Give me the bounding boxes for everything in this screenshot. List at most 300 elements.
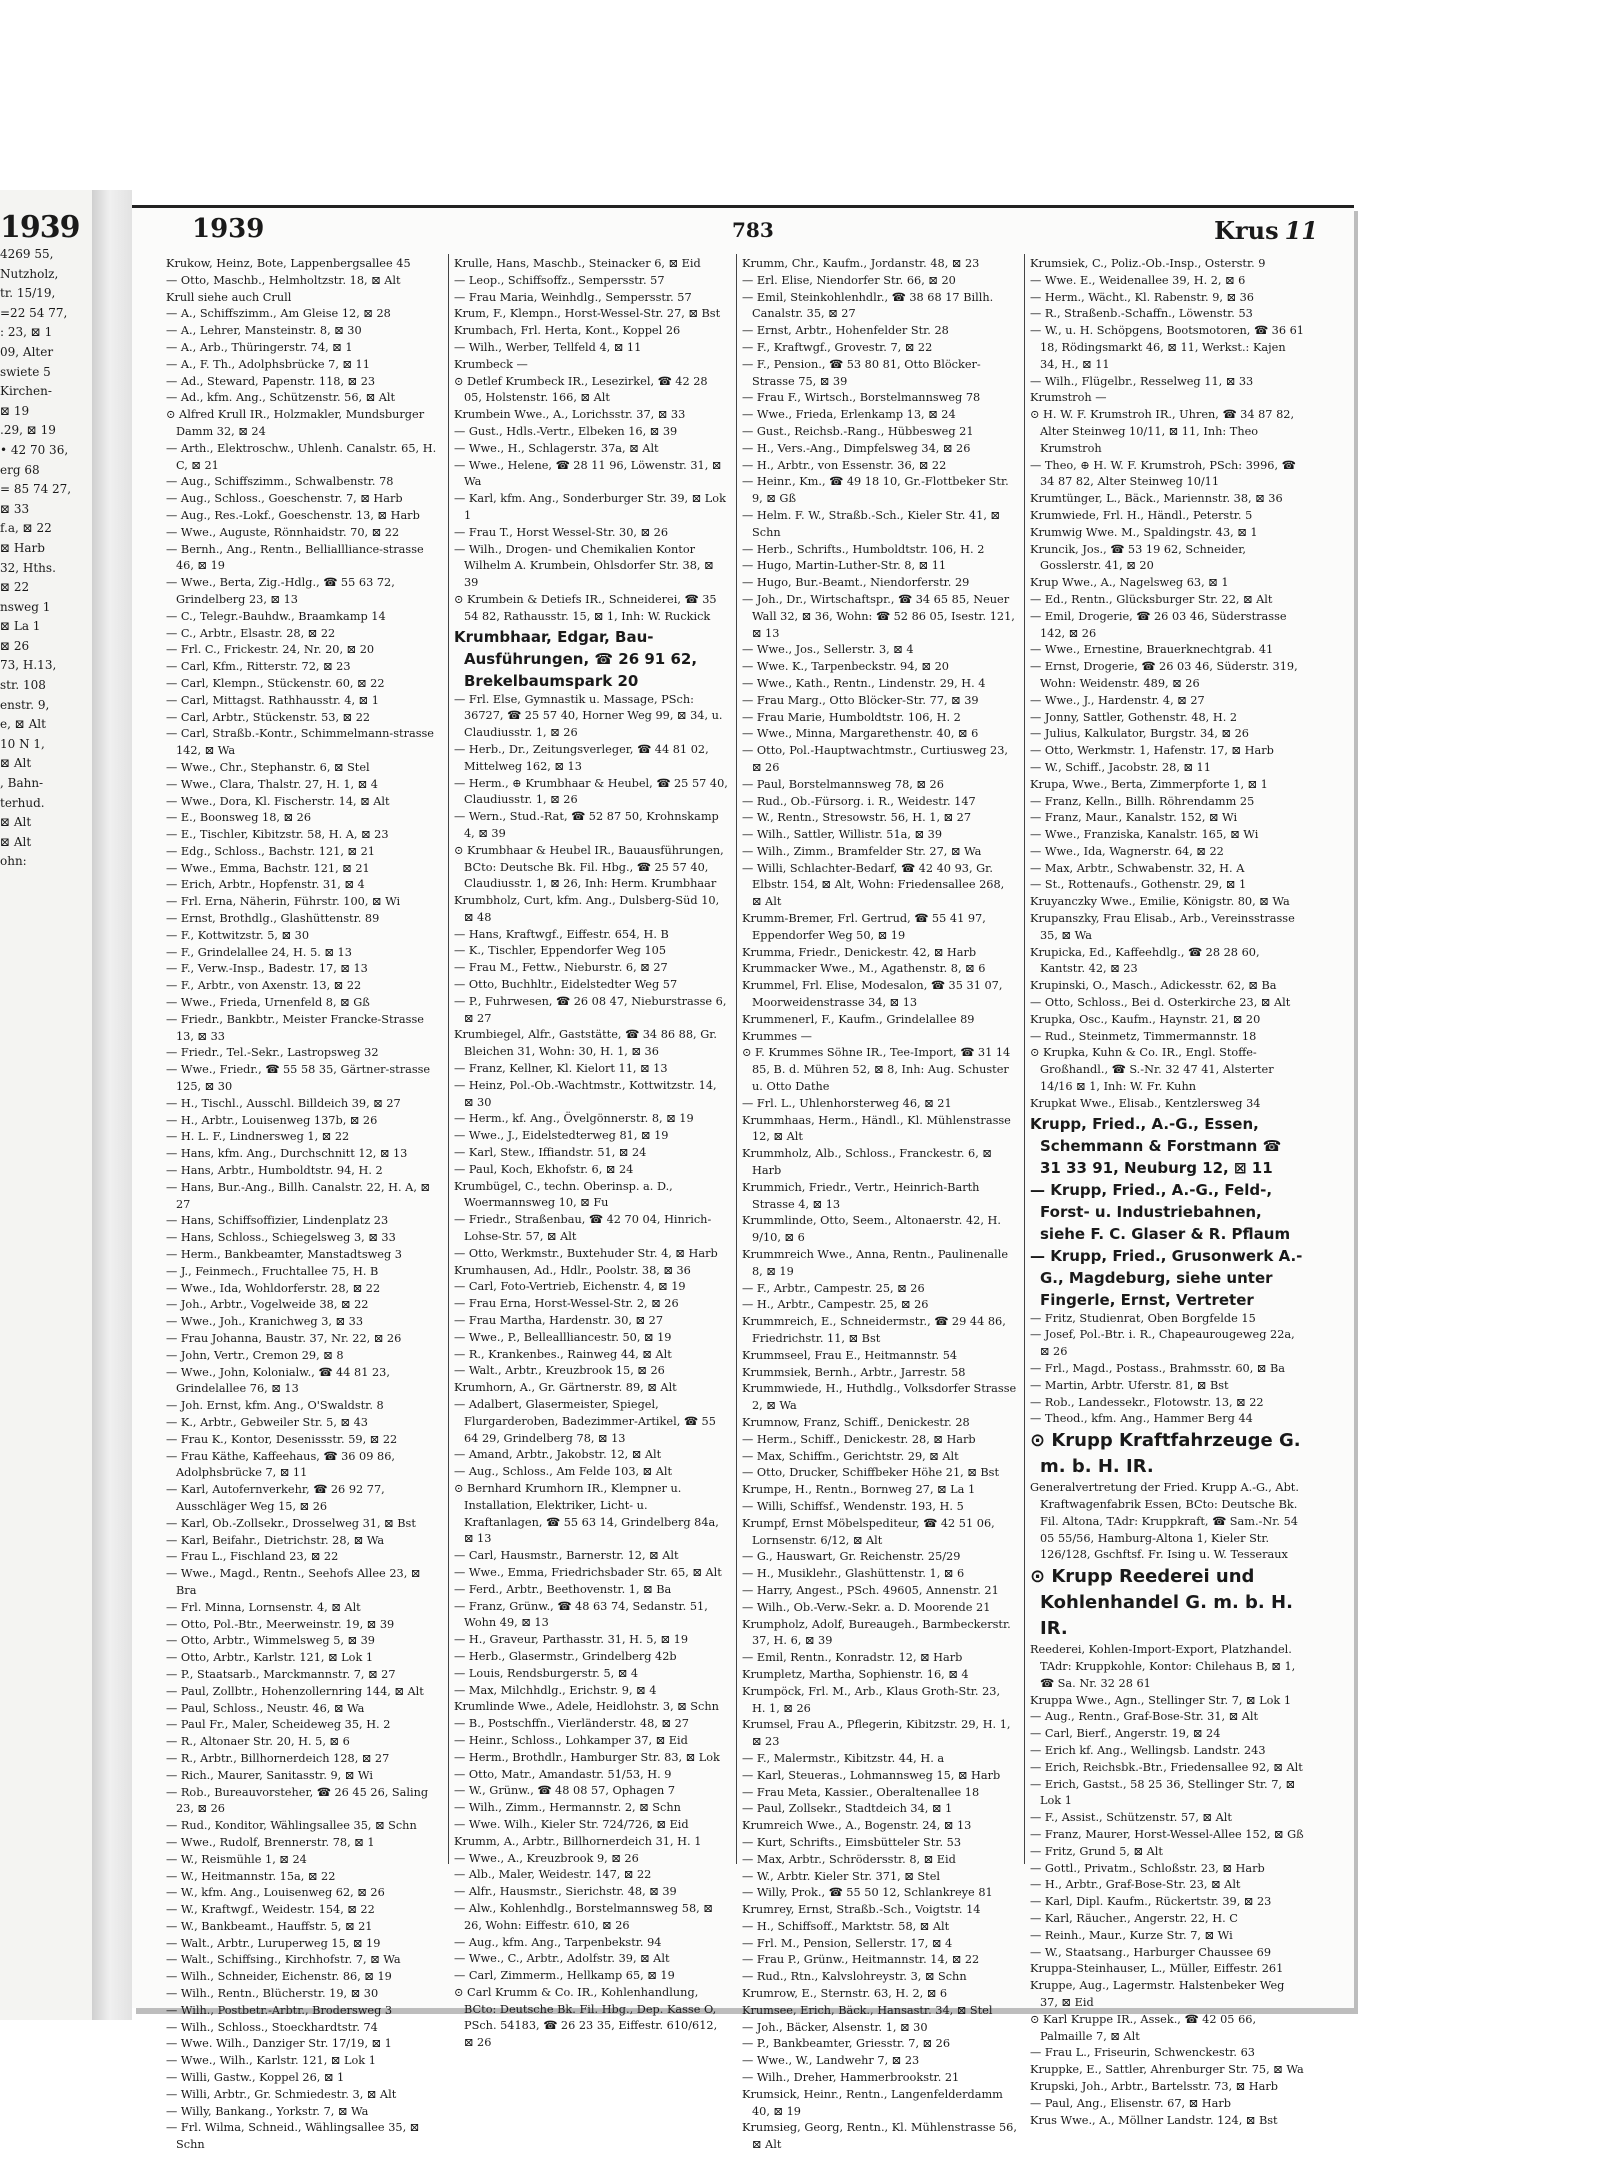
- directory-entry: — Gottl., Privatm., Schloßstr. 23, ⊠ Harb: [1030, 1861, 1265, 1875]
- directory-entry: — Wwe. Wilh., Danziger Str. 17/19, ⊠ 1: [166, 2037, 392, 2051]
- directory-entry: — F., Malermstr., Kibitzstr. 44, H. a: [742, 1751, 945, 1765]
- directory-entry: — Frl. M., Pension, Sellerstr. 17, ⊠ 4: [742, 1936, 953, 1950]
- fragment-line: .29, ⊠ 19: [0, 423, 56, 438]
- directory-entry: — Otto, Maschb., Helmholtzstr. 18, ⊠ Alt: [166, 273, 401, 287]
- fragment-line: swiete 5: [0, 364, 51, 379]
- fragment-line: str. 108: [0, 678, 46, 693]
- directory-entry: — Friedr., Straßenbau, ☎ 42 70 04, Hinrich-Lohse-Str. 57, ⊠ Alt: [454, 1213, 712, 1244]
- directory-entry: — Hans, Bur.-Ang., Billh. Canalstr. 22, H. A, ⊠ 27: [166, 1180, 430, 1211]
- directory-entry: — H., Arbtr., Louisenweg 137b, ⊠ 26: [166, 1113, 378, 1127]
- directory-entry: — Wwe., Frieda, Urnenfeld 8, ⊠ Gß: [166, 996, 370, 1010]
- directory-entry: — Max, Schiffm., Gerichtstr. 29, ⊠ Alt: [742, 1449, 959, 1463]
- directory-entry: — Paul, Zollbtr., Hohenzollernring 144, ⊠ Alt: [166, 1684, 424, 1698]
- directory-entry: ⊙ F. Krummes Söhne IR., Tee-Import, ☎ 31 14 85, B. d. Mühren 52, ⊠ 8, Inh: Aug. Schuster u. Otto Dathe: [742, 1046, 1011, 1094]
- directory-entry: — Walt., Schiffsing., Kirchhofstr. 7, ⊠ Wa: [166, 1953, 401, 1967]
- directory-entry: — Carl, Kfm., Ritterstr. 72, ⊠ 23: [166, 660, 351, 674]
- directory-entry: — Otto, Arbtr., Karlstr. 121, ⊠ Lok 1: [166, 1651, 374, 1665]
- directory-entry: Krupanszky, Frau Elisab., Arb., Vereinsstrasse 35, ⊠ Wa: [1030, 912, 1295, 942]
- directory-entry: — H., Vers.-Ang., Dimpfelsweg 34, ⊠ 26: [742, 441, 971, 455]
- directory-entry: — Wwe., Friedr., ☎ 55 58 35, Gärtner-strasse 125, ⊠ 30: [166, 1063, 431, 1094]
- directory-entry: Krummich, Friedr., Vertr., Heinrich-Barth Strasse 4, ⊠ 13: [742, 1180, 980, 1211]
- fragment-line: =22 54 77,: [0, 305, 68, 320]
- directory-entry: Krumlinde Wwe., Adele, Heidlohstr. 3, ⊠ Schn: [454, 1700, 719, 1714]
- directory-entry: Krupa, Wwe., Berta, Zimmerpforte 1, ⊠ 1: [1030, 777, 1268, 791]
- fragment-line: ⊠ Harb: [0, 540, 45, 555]
- directory-entry: — H., Schiffsoff., Marktstr. 58, ⊠ Alt: [742, 1919, 950, 1933]
- directory-entry: ⊙ Krumbhaar & Heubel IR., Bauausführungen, BCto: Deutsche Bk. Fil. Hbg., ☎ 25 57 40, Claudiusstr. 1, ⊠ 26, Inh: Herm. Krumbhaar: [454, 843, 724, 891]
- directory-entry: ⊙ Alfred Krull IR., Holzmakler, Mundsburger Damm 32, ⊠ 24: [166, 408, 425, 438]
- directory-entry: — Wwe. K., Tarpenbeckstr. 94, ⊠ 20: [742, 660, 949, 674]
- directory-entry: — Alw., Kohlenhdlg., Borstelmannsweg 58, ⊠ 26, Wohn: Eiffestr. 610, ⊠ 26: [454, 1901, 713, 1932]
- directory-entry: — Frau F., Wirtsch., Borstelmannsweg 78: [742, 391, 981, 405]
- directory-entry: — Wwe., Kath., Rentn., Lindenstr. 29, H. 4: [742, 676, 986, 690]
- directory-entry: — Wilh., Postbetr.-Arbtr., Brodersweg 3: [166, 2003, 393, 2017]
- directory-entry: — A., Schiffszimm., Am Gleise 12, ⊠ 28: [166, 307, 391, 321]
- directory-entry: — F., Verw.-Insp., Badestr. 17, ⊠ 13: [166, 962, 368, 976]
- directory-entry: Krumhausen, Ad., Hdlr., Poolstr. 38, ⊠ 36: [454, 1263, 691, 1277]
- fragment-line: ⊠ 22: [0, 580, 30, 595]
- fragment-line: e, ⊠ Alt: [0, 717, 46, 732]
- directory-entry: — J., Feinmech., Fruchtallee 75, H. B: [166, 1264, 379, 1278]
- directory-entry: — Max, Milchhdlg., Erichstr. 9, ⊠ 4: [454, 1683, 657, 1697]
- fragment-line: 4269 55,: [0, 247, 54, 261]
- directory-entry: — Paul, Borstelmannsweg 78, ⊠ 26: [742, 777, 944, 791]
- directory-entry: — Heinr., Km., ☎ 49 18 10, Gr.-Flottbeker Str. 9, ⊠ Gß: [742, 475, 1009, 506]
- directory-entry: — H., Arbtr., Campestr. 25, ⊠ 26: [742, 1298, 929, 1312]
- directory-entry: Krupka, Osc., Kaufm., Haynstr. 21, ⊠ 20: [1030, 1012, 1261, 1026]
- directory-entry: — Otto, Werkmstr., Buxtehuder Str. 4, ⊠ Harb: [454, 1246, 718, 1260]
- directory-entry: — Wilh., Schneider, Eichenstr. 86, ⊠ 19: [166, 1970, 392, 1984]
- directory-entry: — Rob., Landessekr., Flotowstr. 13, ⊠ 22: [1030, 1395, 1264, 1409]
- directory-entry: Krup Wwe., A., Nagelsweg 63, ⊠ 1: [1030, 576, 1229, 590]
- directory-entry: — Otto, Schloss., Bei d. Osterkirche 23, ⊠ Alt: [1030, 996, 1291, 1010]
- directory-entry: — Hans, kfm. Ang., Durchschnitt 12, ⊠ 13: [166, 1147, 408, 1161]
- directory-entry: — A., Arb., Thüringerstr. 74, ⊠ 1: [166, 340, 353, 354]
- directory-entry: — Edg., Schloss., Bachstr. 121, ⊠ 21: [166, 844, 375, 858]
- directory-entry: — W., Heitmannstr. 15a, ⊠ 22: [166, 1869, 336, 1883]
- directory-entry: — Karl, Stew., Iffiandstr. 51, ⊠ 24: [454, 1146, 647, 1160]
- directory-entry: — Aug., Schloss., Goeschenstr. 7, ⊠ Harb: [166, 492, 403, 506]
- directory-entry: — F., Arbtr., von Axenstr. 13, ⊠ 22: [166, 979, 362, 993]
- previous-page-fragment: [0, 190, 94, 2020]
- directory-entry: — Willi, Schlachter-Bedarf, ☎ 42 40 93, Gr. Elbstr. 154, ⊠ Alt, Wohn: Friedensallee 268, ⊠ Alt: [742, 861, 1005, 909]
- fragment-line: 73, H.13,: [0, 658, 57, 673]
- directory-entry: — Wwe., Joh., Kranichweg 3, ⊠ 33: [166, 1315, 364, 1329]
- directory-entry: — Max, Arbtr., Schwabenstr. 32, H. A: [1030, 861, 1245, 875]
- directory-entry: — Wwe., Auguste, Rönnhaidstr. 70, ⊠ 22: [166, 525, 400, 539]
- directory-entry: — Wwe., Emma, Friedrichsbader Str. 65, ⊠ Alt: [454, 1565, 722, 1579]
- directory-entry: — E., Boonsweg 18, ⊠ 26: [166, 811, 312, 825]
- directory-entry: — W., Schiff., Jacobstr. 28, ⊠ 11: [1030, 760, 1211, 774]
- directory-entry: — Herm., Wächt., Kl. Rabenstr. 9, ⊠ 36: [1030, 290, 1254, 304]
- directory-entry: — Martin, Arbtr. Uferstr. 81, ⊠ Bst: [1030, 1378, 1229, 1392]
- directory-entry: Krumpe, H., Rentn., Bornweg 27, ⊠ La 1: [742, 1483, 976, 1497]
- directory-entry: — R., Krankenbes., Rainweg 44, ⊠ Alt: [454, 1347, 672, 1361]
- directory-entry: — Wilh., Dreher, Hammerbrookstr. 21: [742, 2071, 960, 2085]
- directory-entry: Krumbiegel, Alfr., Gaststätte, ☎ 34 86 88, Gr. Bleichen 31, Wohn: 30, H. 1, ⊠ 36: [454, 1028, 717, 1059]
- directory-entry: — Wwe., Clara, Thalstr. 27, H. 1, ⊠ 4: [166, 777, 378, 791]
- fragment-line: nsweg 1: [0, 599, 51, 614]
- column-1: [166, 256, 441, 2154]
- directory-entry: Krumma, Friedr., Denickestr. 42, ⊠ Harb: [742, 945, 977, 959]
- directory-entry: Krummes —: [742, 1029, 812, 1043]
- directory-entry: Krumsiek, C., Poliz.-Ob.-Insp., Osterstr. 9: [1030, 257, 1266, 270]
- directory-entry: Krumsick, Heinr., Rentn., Langenfelderdamm 40, ⊠ 19: [742, 2087, 1003, 2118]
- fragment-line: ohn:: [0, 854, 27, 869]
- directory-entry: — Franz, Maur., Kanalstr. 152, ⊠ Wi: [1030, 811, 1238, 825]
- directory-entry: Krupinski, O., Masch., Adickesstr. 62, ⊠ Ba: [1030, 979, 1277, 993]
- column-2: [454, 256, 729, 2052]
- directory-entry: — Herb., Glasermstr., Grindelberg 42b: [454, 1649, 677, 1663]
- directory-entry: — Frl. L., Uhlenhorsterweg 46, ⊠ 21: [742, 1096, 952, 1110]
- book-gutter: [92, 190, 132, 2020]
- directory-entry: — Ferd., Arbtr., Beethovenstr. 1, ⊠ Ba: [454, 1582, 672, 1596]
- directory-entry: ⊙ Krupp Kraftfahrzeuge G. m. b. H. IR.: [1030, 1430, 1301, 1478]
- directory-entry: — Adalbert, Glasermeister, Spiegel, Flurgarderoben, Badezimmer-Artikel, ☎ 55 64 29, Grindelberg 78, ⊠ 13: [454, 1398, 716, 1445]
- directory-entry: — Carl, Hausmstr., Barnerstr. 12, ⊠ Alt: [454, 1549, 679, 1563]
- directory-entry: — Aug., Schloss., Am Felde 103, ⊠ Alt: [454, 1465, 673, 1479]
- directory-entry: — W., Bankbeamt., Hauffstr. 5, ⊠ 21: [166, 1919, 373, 1933]
- fragment-line: ⊠ La 1: [0, 619, 41, 634]
- directory-entry: ⊙ Krupka, Kuhn & Co. IR., Engl. Stoffe-Großhandl., ☎ S.-Nr. 32 47 41, Alsterter 14/16 ⊠ 1, Inh: W. Fr. Kuhn: [1030, 1046, 1274, 1094]
- directory-entry: — Emil, Drogerie, ☎ 26 03 46, Süderstrasse 142, ⊠ 26: [1030, 609, 1287, 640]
- directory-entry: — Helm. F. W., Straßb.-Sch., Kieler Str. 41, ⊠ Schn: [742, 508, 1000, 539]
- directory-entry: Krumhorn, A., Gr. Gärtnerstr. 89, ⊠ Alt: [454, 1381, 677, 1395]
- directory-entry: — Herm., Brothdlr., Hamburger Str. 83, ⊠ Lok: [454, 1750, 720, 1764]
- directory-entry: Krummel, Frl. Elise, Modesalon, ☎ 35 31 07, Moorweidenstrasse 34, ⊠ 13: [742, 979, 1003, 1010]
- directory-entry: — G., Hauswart, Gr. Reichenstr. 25/29: [742, 1550, 961, 1564]
- directory-entry: — Wwe., Rudolf, Brennerstr. 78, ⊠ 1: [166, 1835, 375, 1849]
- directory-entry: — Frl. Minna, Lornsenstr. 4, ⊠ Alt: [166, 1600, 361, 1614]
- directory-entry: — Erich kf. Ang., Wellingsb. Landstr. 243: [1030, 1743, 1266, 1757]
- directory-entry: Krumm, A., Arbtr., Billhornerdeich 31, H. 1: [454, 1834, 702, 1848]
- directory-entry: — Otto, Pol.-Btr., Meerweinstr. 19, ⊠ 39: [166, 1617, 395, 1631]
- directory-entry: — H., Musiklehr., Glashüttenstr. 1, ⊠ 6: [742, 1567, 965, 1581]
- directory-entry: — Friedr., Bankbtr., Meister Francke-Strasse 13, ⊠ 33: [166, 1012, 424, 1043]
- directory-entry: — Alb., Maler, Weidestr. 147, ⊠ 22: [454, 1868, 652, 1882]
- directory-entry: — Karl, Autofernverkehr, ☎ 26 92 77, Ausschläger Weg 15, ⊠ 26: [166, 1483, 385, 1513]
- directory-entry: Kruppke, E., Sattler, Ahrenburger Str. 75, ⊠ Wa: [1030, 2063, 1304, 2077]
- page-header: [132, 208, 1354, 246]
- directory-entry: — Wwe. E., Weidenallee 39, H. 2, ⊠ 6: [1030, 273, 1246, 287]
- directory-entry: — Wilh., Sattler, Willistr. 51a, ⊠ 39: [742, 828, 943, 842]
- directory-entry: — Wwe., Minna, Margarethenstr. 40, ⊠ 6: [742, 727, 979, 741]
- directory-entry: — Rich., Maurer, Sanitasstr. 9, ⊠ Wi: [166, 1768, 373, 1782]
- directory-entry: — P., Staatsarb., Marckmannstr. 7, ⊠ 27: [166, 1667, 396, 1681]
- directory-entry: — Willi, Gastw., Koppel 26, ⊠ 1: [166, 2071, 345, 2085]
- directory-entry: — Wwe., John, Kolonialw., ☎ 44 81 23, Grindelallee 76, ⊠ 13: [166, 1365, 390, 1396]
- directory-entry: — Frau K., Kontor, Desenissstr. 59, ⊠ 22: [166, 1432, 398, 1446]
- directory-entry: Krum, F., Klempn., Horst-Wessel-Str. 27, ⊠ Bst: [454, 307, 721, 321]
- directory-entry: — Wwe., Jos., Sellerstr. 3, ⊠ 4: [742, 643, 914, 657]
- directory-entry: Krummhaas, Herm., Händl., Kl. Mühlenstrasse 12, ⊠ Alt: [742, 1113, 1011, 1144]
- directory-entry: — Wilh., Ob.-Verw.-Sekr. a. D. Moorende 21: [742, 1600, 991, 1614]
- column-rule: [448, 254, 449, 1864]
- directory-entry: — Wwe., J., Hardenstr. 4, ⊠ 27: [1030, 693, 1205, 707]
- directory-entry: — Wwe., Frieda, Erlenkamp 13, ⊠ 24: [742, 408, 956, 422]
- fragment-line: enstr. 9,: [0, 697, 50, 712]
- directory-entry: — F., Kraftwgf., Grovestr. 7, ⊠ 22: [742, 340, 933, 354]
- directory-entry: — F., Assist., Schützenstr. 57, ⊠ Alt: [1030, 1811, 1232, 1825]
- fragment-line: terhud.: [0, 795, 45, 810]
- directory-entry: — Arth., Elektroschw., Uhlenh. Canalstr. 65, H. C, ⊠ 21: [166, 441, 437, 472]
- directory-entry: — Wwe., W., Landwehr 7, ⊠ 23: [742, 2054, 920, 2068]
- directory-entry: — Frl. C., Frickestr. 24, Nr. 20, ⊠ 20: [166, 643, 375, 657]
- directory-entry: — Louis, Rendsburgerstr. 5, ⊠ 4: [454, 1666, 639, 1680]
- directory-entry: — Otto, Drucker, Schiffbeker Höhe 21, ⊠ Bst: [742, 1466, 1000, 1480]
- directory-entry: — Ernst, Drogerie, ☎ 26 03 46, Süderstr. 319, Wohn: Weidenstr. 489, ⊠ 26: [1030, 660, 1298, 690]
- running-head-word: Krus: [1214, 216, 1279, 245]
- fragment-line: tr. 15/19,: [0, 286, 56, 301]
- directory-entry: — Carl, Foto-Vertrieb, Eichenstr. 4, ⊠ 19: [454, 1280, 686, 1294]
- directory-entry: Krummreich, E., Schneidermstr., ☎ 29 44 86, Friedrichstr. 11, ⊠ Bst: [742, 1315, 1006, 1345]
- directory-entry: — H., Graveur, Parthasstr. 31, H. 5, ⊠ 19: [454, 1633, 689, 1647]
- directory-entry: — Erl. Elise, Niendorfer Str. 66, ⊠ 20: [742, 273, 956, 287]
- directory-entry: — Karl, kfm. Ang., Sonderburger Str. 39, ⊠ Lok 1: [454, 492, 726, 522]
- directory-entry: — Wwe. Wilh., Kieler Str. 724/726, ⊠ Eid: [454, 1817, 689, 1831]
- running-head-suffix: 11: [1284, 216, 1318, 245]
- directory-entry: — Emil, Steinkohlenhdlr., ☎ 38 68 17 Billh. Canalstr. 35, ⊠ 27: [742, 290, 994, 321]
- directory-entry: Krumreich Wwe., A., Bogenstr. 24, ⊠ 13: [742, 1819, 972, 1833]
- directory-entry: — H., Arbtr., Graf-Bose-Str. 23, ⊠ Alt: [1030, 1878, 1241, 1892]
- fragment-line: 32, Hths.: [0, 560, 56, 575]
- page-year: 1939: [192, 214, 265, 244]
- directory-entry: — W., Arbtr. Kieler Str. 371, ⊠ Stel: [742, 1869, 940, 1883]
- directory-entry: — Wwe., C., Arbtr., Adolfstr. 39, ⊠ Alt: [454, 1952, 670, 1966]
- directory-entry: — Wwe., Wilh., Karlstr. 121, ⊠ Lok 1: [166, 2054, 376, 2068]
- column-rule: [736, 254, 737, 1864]
- directory-entry: — Frau Käthe, Kaffeehaus, ☎ 36 09 86, Adolphsbrücke 7, ⊠ 11: [166, 1449, 395, 1480]
- directory-entry: — Wilh., Flügelbr., Resselweg 11, ⊠ 33: [1030, 374, 1254, 388]
- directory-entry: — Otto, Werkmstr. 1, Hafenstr. 17, ⊠ Harb: [1030, 744, 1274, 758]
- directory-entry: — A., F. Th., Adolphsbrücke 7, ⊠ 11: [166, 357, 370, 371]
- directory-entry: Krumstroh —: [1030, 391, 1107, 405]
- directory-entry: — Frau T., Horst Wessel-Str. 30, ⊠ 26: [454, 525, 669, 539]
- directory-entry: — F., Arbtr., Campestr. 25, ⊠ 26: [742, 1281, 925, 1295]
- directory-entry: Krumbügel, C., techn. Oberinsp. a. D., Woermannsweg 10, ⊠ Fu: [454, 1179, 673, 1210]
- directory-entry: — Wwe., Ida, Wagnerstr. 64, ⊠ 22: [1030, 844, 1224, 858]
- directory-entry: ⊙ H. W. F. Krumstroh IR., Uhren, ☎ 34 87 82, Alter Steinweg 10/11, ⊠ 11, Inh: Theo Krumstroh: [1030, 408, 1295, 455]
- fragment-line: ⊠ 33: [0, 501, 30, 516]
- directory-entry: — Rud., Konditor, Wählingsallee 35, ⊠ Schn: [166, 1819, 417, 1833]
- fragment-line: ⊠ 19: [0, 403, 30, 418]
- directory-entry: — Aug., Schiffszimm., Schwalbenstr. 78: [166, 475, 394, 489]
- directory-entry: — R., Altonaer Str. 20, H. 5, ⊠ 6: [166, 1735, 350, 1749]
- directory-entry: — Paul, Ang., Elisenstr. 67, ⊠ Harb: [1030, 2096, 1231, 2110]
- column-3: [742, 256, 1017, 2154]
- running-head: [1214, 216, 1318, 245]
- directory-entry: — Willy, Prok., ☎ 55 50 12, Schlankreye 81: [742, 1886, 993, 1900]
- directory-entry: Generalvertretung der Fried. Krupp A.-G., Abt. Kraftwagenfabrik Essen, BCto: Deutsche Bk. Fil. Altona, TAdr: Kruppkraft, ☎ Sam.-Nr. 54 05 55/56, Hamburg-Altona 1, Kieler Str. 126/128, Gschftsf. Fr. Ising u. W. Tesseraux: [1030, 1481, 1299, 1562]
- directory-entry: — F., Kottwitzstr. 5, ⊠ 30: [166, 928, 310, 942]
- directory-entry: Krumsieg, Georg, Rentn., Kl. Mühlenstrasse 56, ⊠ Alt: [742, 2121, 1017, 2152]
- directory-entry: — Wilh., Drogen- und Chemikalien Kontor Wilhelm A. Krumbein, Ohlsdorfer Str. 38, ⊠ 39: [454, 542, 714, 590]
- directory-entry: — Herb., Dr., Zeitungsverleger, ☎ 44 81 02, Mittelweg 162, ⊠ 13: [454, 742, 709, 773]
- directory-entry: — C., Arbtr., Elsastr. 28, ⊠ 22: [166, 626, 336, 640]
- directory-entry: — Ed., Rentn., Glücksburger Str. 22, ⊠ Alt: [1030, 592, 1273, 606]
- directory-entry: — Frl. Erna, Näherin, Führstr. 100, ⊠ Wi: [166, 895, 401, 909]
- directory-entry: — Hans, Kraftwgf., Eiffestr. 654, H. B: [454, 927, 669, 941]
- directory-entry: — Erich, Arbtr., Hopfenstr. 31, ⊠ 4: [166, 878, 365, 892]
- directory-entry: Krumbhaar, Edgar, Bau-Ausführungen, ☎ 26 91 62, Brekelbaumspark 20: [454, 627, 698, 690]
- fragment-line: • 42 70 36,: [0, 442, 69, 457]
- directory-entry: — Joh., Dr., Wirtschaftspr., ☎ 34 65 85, Neuer Wall 32, ⊠ 36, Wohn: ☎ 52 86 05, Isestr. 121, ⊠ 13: [742, 592, 1015, 640]
- directory-entry: — Erich, Reichsbk.-Btr., Friedensallee 92, ⊠ Alt: [1030, 1760, 1303, 1774]
- directory-entry: Krupicka, Ed., Kaffeehdlg., ☎ 28 28 60, Kantstr. 42, ⊠ 23: [1030, 945, 1260, 976]
- directory-entry: — Frl., Magd., Postass., Brahmsstr. 60, ⊠ Ba: [1030, 1362, 1285, 1376]
- directory-entry: — Wilh., Werber, Tellfeld 4, ⊠ 11: [454, 340, 642, 354]
- directory-entry: ⊙ Karl Kruppe IR., Assek., ☎ 42 05 66, Palmaille 7, ⊠ Alt: [1030, 2012, 1257, 2043]
- directory-entry: — Paul, Koch, Ekhofstr. 6, ⊠ 24: [454, 1162, 634, 1176]
- directory-entry: — Gust., Hdls.-Vertr., Elbeken 16, ⊠ 39: [454, 424, 678, 438]
- directory-entry: — Harry, Angest., PSch. 49605, Annenstr. 21: [742, 1583, 999, 1597]
- directory-entry: — H., Tischl., Ausschl. Billdeich 39, ⊠ 27: [166, 1096, 401, 1110]
- directory-entry: — Carl, Bierf., Angerstr. 19, ⊠ 24: [1030, 1727, 1221, 1741]
- directory-entry: — Wwe., Emma, Bachstr. 121, ⊠ 21: [166, 861, 370, 875]
- directory-entry: Krukow, Heinz, Bote, Lappenbergsallee 45: [166, 257, 411, 270]
- directory-entry: — Wwe., Berta, Zig.-Hdlg., ☎ 55 63 72, Grindelberg 23, ⊠ 13: [166, 576, 395, 606]
- directory-entry: — Heinz, Pol.-Ob.-Wachtmstr., Kottwitzstr. 14, ⊠ 30: [454, 1078, 717, 1109]
- directory-entry: Krumnow, Franz, Schiff., Denickestr. 28: [742, 1415, 970, 1429]
- directory-entry: — Wwe., Chr., Stephanstr. 6, ⊠ Stel: [166, 760, 370, 774]
- directory-entry: — Josef, Pol.-Btr. i. R., Chapeaurougeweg 22a, ⊠ 26: [1030, 1328, 1295, 1359]
- directory-entry: — Frau Marg., Otto Blöcker-Str. 77, ⊠ 39: [742, 693, 979, 707]
- directory-entry: — Frau Johanna, Baustr. 37, Nr. 22, ⊠ 26: [166, 1332, 402, 1345]
- directory-entry: — Hans, Arbtr., Humboldtstr. 94, H. 2: [166, 1164, 383, 1178]
- directory-entry: — Krupp, Fried., Grusonwerk A.-G., Magdeburg, siehe unter Fingerle, Ernst, Vertreter: [1030, 1246, 1303, 1309]
- directory-entry: — Max, Arbtr., Schrödersstr. 8, ⊠ Eid: [742, 1852, 956, 1866]
- directory-entry: — W., u. H. Schöpgens, Bootsmotoren, ☎ 36 61 18, Rödingsmarkt 46, ⊠ 11, Werkst.: Kajen 34, H., ⊠ 11: [1030, 324, 1304, 371]
- directory-entry: Krumbein Wwe., A., Lorichsstr. 37, ⊠ 33: [454, 408, 686, 422]
- directory-entry: Krus Wwe., A., Möllner Landstr. 124, ⊠ Bst: [1030, 2113, 1278, 2127]
- directory-entry: Krupp, Fried., A.-G., Essen, Schemmann & Forstmann ☎ 31 33 91, Neuburg 12, ⊠ 11: [1030, 1114, 1282, 1177]
- directory-entry: — Rud., Steinmetz, Timmermannstr. 18: [1030, 1029, 1257, 1043]
- directory-entry: Krumsee, Erich, Bäck., Hansastr. 34, ⊠ Stel: [742, 2003, 993, 2017]
- directory-entry: — St., Rottenaufs., Gothenstr. 29, ⊠ 1: [1030, 878, 1247, 892]
- directory-entry: ⊙ Krumbein & Detiefs IR., Schneiderei, ☎ 35 54 82, Rathausstr. 15, ⊠ 1, Inh: W. Ruckick: [454, 592, 717, 623]
- directory-entry: — Joh., Arbtr., Vogelweide 38, ⊠ 22: [166, 1298, 369, 1312]
- directory-entry: — Carl, Klempn., Stückenstr. 60, ⊠ 22: [166, 676, 385, 690]
- directory-entry: — Wwe., H., Schlagerstr. 37a, ⊠ Alt: [454, 441, 659, 455]
- fragment-line: Kirchen-: [0, 384, 52, 399]
- directory-entry: — Wilh., Schloss., Stoeckhardtstr. 74: [166, 2020, 378, 2034]
- directory-entry: — Franz, Kellner, Kl. Kielort 11, ⊠ 13: [454, 1062, 668, 1076]
- directory-entry: Krummreich Wwe., Anna, Rentn., Paulinenalle 8, ⊠ 19: [742, 1248, 1009, 1278]
- directory-entry: Krummenerl, F., Kaufm., Grindelallee 89: [742, 1012, 975, 1026]
- directory-entry: — Wilh., Zimm., Bramfelder Str. 27, ⊠ Wa: [742, 844, 982, 858]
- directory-entry: — Wwe., Dora, Kl. Fischerstr. 14, ⊠ Alt: [166, 794, 390, 808]
- fragment-line: Nutzholz,: [0, 266, 59, 281]
- directory-entry: — Herm., Bankbeamter, Manstadtsweg 3: [166, 1248, 402, 1262]
- directory-entry: — Gust., Reichsb.-Rang., Hübbesweg 21: [742, 424, 974, 438]
- directory-entry: — Herm., ⊕ Krumbhaar & Heubel, ☎ 25 57 40, Claudiusstr. 1, ⊠ 26: [454, 776, 728, 807]
- directory-entry: — P., Bankbeamter, Griesstr. 7, ⊠ 26: [742, 2037, 951, 2051]
- directory-entry: Krummholz, Alb., Schloss., Franckestr. 6, ⊠ Harb: [742, 1147, 992, 1178]
- directory-entry: — Frau P., Grünw., Heitmannstr. 14, ⊠ 22: [742, 1953, 980, 1967]
- directory-entry: Krull siehe auch Crull: [166, 290, 292, 304]
- fragment-line: 09, Alter: [0, 344, 54, 359]
- directory-entry: — H. L. F., Lindnersweg 1, ⊠ 22: [166, 1130, 350, 1144]
- directory-entry: — Hugo, Martin-Luther-Str. 8, ⊠ 11: [742, 559, 947, 573]
- directory-entry: — Karl, Beifahr., Dietrichstr. 28, ⊠ Wa: [166, 1533, 385, 1547]
- directory-entry: Krumrow, E., Sternstr. 63, H. 2, ⊠ 6: [742, 1987, 948, 2001]
- directory-entry: — Ernst, Arbtr., Hohenfelder Str. 28: [742, 324, 949, 338]
- directory-entry: — Otto, Pol.-Hauptwachtmstr., Curtiusweg 23, ⊠ 26: [742, 744, 1009, 774]
- directory-entry: — Julius, Kalkulator, Burgstr. 34, ⊠ 26: [1030, 727, 1249, 741]
- directory-entry: — Otto, Buchhltr., Eidelstedter Weg 57: [454, 978, 678, 992]
- previous-page-lines: [0, 245, 92, 872]
- directory-entry: Krumbach, Frl. Herta, Kont., Koppel 26: [454, 324, 681, 338]
- directory-entry: Krumtünger, L., Bäck., Mariennstr. 38, ⊠ 36: [1030, 492, 1283, 506]
- fragment-line: ⊠ Alt: [0, 756, 32, 771]
- directory-entry: — P., Fuhrwesen, ☎ 26 08 47, Nieburstrasse 6, ⊠ 27: [454, 994, 727, 1025]
- directory-entry: — Frau L., Friseurin, Schwenckestr. 63: [1030, 2046, 1255, 2060]
- directory-entry: — Frau Marie, Humboldtstr. 106, H. 2: [742, 710, 961, 724]
- directory-entry: — Frau Meta, Kassier., Oberaltenallee 18: [742, 1785, 980, 1799]
- directory-entry: — John, Vertr., Cremon 29, ⊠ 8: [166, 1348, 344, 1362]
- directory-entry: Krumwiede, Frl. H., Händl., Peterstr. 5: [1030, 508, 1253, 522]
- fragment-line: , Bahn-: [0, 776, 44, 791]
- directory-entry: — Frau M., Fettw., Nieburstr. 6, ⊠ 27: [454, 961, 668, 975]
- directory-entry: — W., Staatsang., Harburger Chaussee 69: [1030, 1945, 1272, 1959]
- directory-entry: — B., Postschffn., Vierländerstr. 48, ⊠ 27: [454, 1717, 689, 1731]
- directory-entry: — Franz, Grünw., ☎ 48 63 74, Sedanstr. 51, Wohn 49, ⊠ 13: [454, 1599, 708, 1630]
- directory-entry: Krummlinde, Otto, Seem., Altonaerstr. 42, H. 9/10, ⊠ 6: [742, 1214, 1001, 1245]
- directory-entry: — Carl, Straßb.-Kontr., Schimmelmann-strasse 142, ⊠ Wa: [166, 727, 434, 758]
- directory-entry: — Ad., kfm. Ang., Schützenstr. 56, ⊠ Alt: [166, 391, 396, 405]
- directory-entry: — W., kfm. Ang., Louisenweg 62, ⊠ 26: [166, 1886, 385, 1900]
- fragment-line: : 23, ⊠ 1: [0, 325, 53, 340]
- fragment-line: 10 N 1,: [0, 736, 45, 751]
- directory-entry: — Paul, Zollsekr., Stadtdeich 34, ⊠ 1: [742, 1802, 953, 1816]
- directory-entry: — Franz, Maurer, Horst-Wessel-Allee 152, ⊠ Gß: [1030, 1827, 1304, 1841]
- directory-entry: — Otto, Arbtr., Wimmelsweg 5, ⊠ 39: [166, 1634, 375, 1648]
- directory-entry: Krummacker Wwe., M., Agathenstr. 8, ⊠ 6: [742, 962, 986, 976]
- fragment-line: ⊠ Alt: [0, 834, 32, 849]
- directory-entry: — Alfr., Hausmstr., Sierichstr. 48, ⊠ 39: [454, 1885, 677, 1899]
- directory-entry: — Frau Maria, Weinhdlg., Sempersstr. 57: [454, 290, 692, 304]
- directory-entry: — Bernh., Ang., Rentn., Belliallliance-strasse 46, ⊠ 19: [166, 542, 424, 573]
- directory-entry: — Erich, Gastst., 58 25 36, Stellinger Str. 7, ⊠ Lok 1: [1030, 1777, 1296, 1808]
- directory-entry: — Otto, Matr., Amandastr. 51/53, H. 9: [454, 1767, 672, 1781]
- directory-entry: — Karl, Steueras., Lohmannsweg 15, ⊠ Harb: [742, 1768, 1001, 1782]
- directory-entry: Krumm-Bremer, Frl. Gertrud, ☎ 55 41 97, Eppendorfer Weg 50, ⊠ 19: [742, 912, 986, 942]
- directory-entry: — Wwe., Ida, Wohldorferstr. 28, ⊠ 22: [166, 1281, 381, 1295]
- directory-entry: — F., Pension., ☎ 53 80 81, Otto Blöcker-Strasse 75, ⊠ 39: [742, 357, 981, 388]
- directory-entry: — Fritz, Grund 5, ⊠ Alt: [1030, 1844, 1163, 1858]
- directory-page: [132, 205, 1354, 2152]
- directory-entry: — Wwe., Ernestine, Brauerknechtgrab. 41: [1030, 643, 1274, 657]
- directory-entry: — Carl, Zimmerm., Hellkamp 65, ⊠ 19: [454, 1969, 675, 1983]
- directory-entry: — Rud., Ob.-Fürsorg. i. R., Weidestr. 147: [742, 794, 976, 808]
- previous-page-year: 1939: [0, 210, 80, 245]
- directory-entry: Krumrey, Ernst, Straßb.-Sch., Voigtstr. 14: [742, 1903, 981, 1917]
- directory-entry: — Frau L., Fischland 23, ⊠ 22: [166, 1550, 339, 1564]
- directory-entry: — Aug., Rentn., Graf-Bose-Str. 31, ⊠ Alt: [1030, 1710, 1259, 1724]
- directory-entry: Krupski, Joh., Arbtr., Bartelsstr. 73, ⊠ Harb: [1030, 2079, 1279, 2093]
- directory-entry: — Willi, Arbtr., Gr. Schmiedestr. 3, ⊠ Alt: [166, 2087, 397, 2101]
- fragment-line: = 85 74 27,: [0, 482, 72, 497]
- directory-entry: ⊙ Detlef Krumbeck IR., Lesezirkel, ☎ 42 28 05, Holstenstr. 166, ⊠ Alt: [454, 374, 708, 405]
- directory-entry: ⊙ Krupp Reederei und Kohlenhandel G. m. b. H. IR.: [1030, 1566, 1293, 1640]
- directory-entry: — K., Arbtr., Gebweiler Str. 5, ⊠ 43: [166, 1415, 368, 1429]
- directory-entry: — Theo, ⊕ H. W. F. Krumstroh, PSch: 3996, ☎ 34 87 82, Alter Steinweg 10/11: [1030, 458, 1296, 489]
- directory-entry: Krupkat Wwe., Elisab., Kentzlersweg 34: [1030, 1096, 1261, 1110]
- directory-entry: — Hugo, Bur.-Beamt., Niendorferstr. 29: [742, 576, 970, 590]
- directory-entry: — W., Kraftwgf., Weidestr. 154, ⊠ 22: [166, 1903, 375, 1917]
- directory-entry: — Kurt, Schrifts., Eimsbütteler Str. 53: [742, 1835, 962, 1849]
- directory-entry: — Wwe., Franziska, Kanalstr. 165, ⊠ Wi: [1030, 828, 1259, 842]
